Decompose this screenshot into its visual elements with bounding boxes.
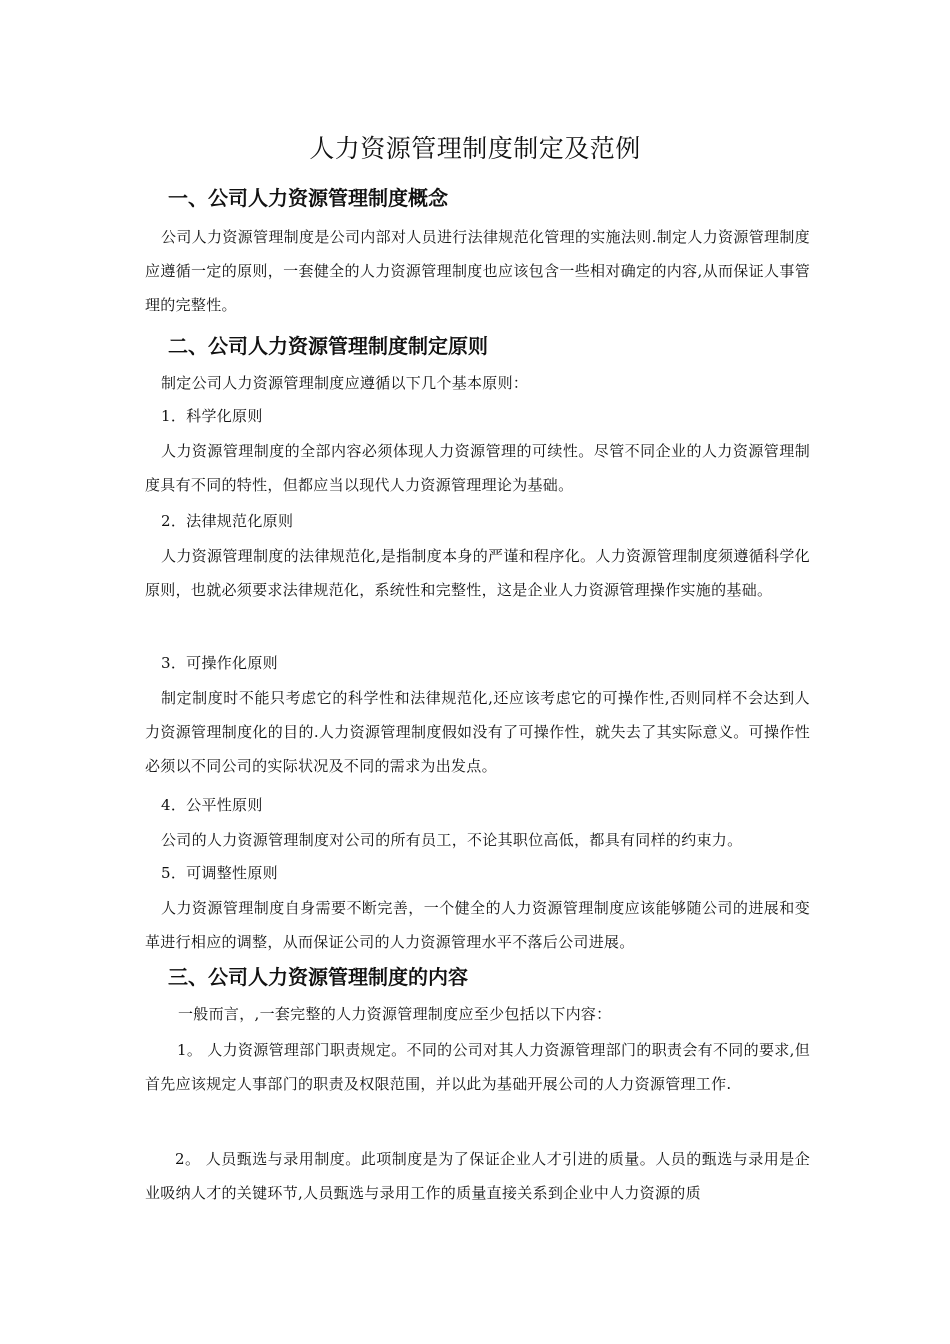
principle-2-label: 2．法律规范化原则 [161, 512, 294, 530]
principle-4-label: 4．公平性原则 [161, 796, 263, 814]
principle-1-label: 1．科学化原则 [161, 407, 263, 425]
principle-5-text: 人力资源管理制度自身需要不断完善，一个健全的人力资源管理制度应该能够随公司的进展和变革进行相应的调整，从而保证公司的人力资源管理水平不落后公司进展。 [145, 899, 810, 951]
section-2-intro: 制定公司人力资源管理制度应遵循以下几个基本原则： [161, 374, 529, 392]
section-3-intro: 一般而言，,一套完整的人力资源管理制度应至少包括以下内容： [178, 1005, 612, 1023]
principle-3-text: 制定制度时不能只考虑它的科学性和法律规范化,还应该考虑它的可操作性,否则同样不会达到人力资源管理制度化的目的.人力资源管理制度假如没有了可操作性，就失去了其实际意义。可操作性必须以不同公司的实际状况及不同的需求为出发点。 [145, 689, 810, 775]
section-heading-2: 二、公司人力资源管理制度制定原则 [168, 334, 488, 358]
content-item-2: 2。 人员甄选与录用制度。此项制度是为了保证企业人才引进的质量。人员的甄选与录用是企业吸纳人才的关键环节,人员甄选与录用工作的质量直接关系到企业中人力资源的质 [145, 1150, 810, 1202]
principle-3-label: 3．可操作化原则 [161, 654, 278, 672]
principle-1-text: 人力资源管理制度的全部内容必须体现人力资源管理的可续性。尽管不同企业的人力资源管理制度具有不同的特性，但都应当以现代人力资源管理理论为基础。 [145, 442, 810, 494]
section-1-paragraph: 公司人力资源管理制度是公司内部对人员进行法律规范化管理的实施法则.制定人力资源管理制度应遵循一定的原则，一套健全的人力资源管理制度也应该包含一些相对确定的内容,从而保证人事管理的完整性。 [145, 228, 810, 314]
content-item-1: 1。 人力资源管理部门职责规定。不同的公司对其人力资源管理部门的职责会有不同的要求,但首先应该规定人事部门的职责及权限范围，并以此为基础开展公司的人力资源管理工作. [145, 1041, 810, 1093]
section-heading-1: 一、公司人力资源管理制度概念 [168, 186, 448, 210]
section-heading-3: 三、公司人力资源管理制度的内容 [168, 965, 468, 989]
principle-2-text: 人力资源管理制度的法律规范化,是指制度本身的严谨和程序化。人力资源管理制度须遵循科学化原则，也就必须要求法律规范化，系统性和完整性，这是企业人力资源管理操作实施的基础。 [145, 547, 810, 599]
principle-5-label: 5．可调整性原则 [161, 864, 278, 882]
document-title: 人力资源管理制度制定及范例 [309, 134, 641, 163]
principle-4-text: 公司的人力资源管理制度对公司的所有员工，不论其职位高低，都具有同样的约束力。 [161, 831, 743, 849]
